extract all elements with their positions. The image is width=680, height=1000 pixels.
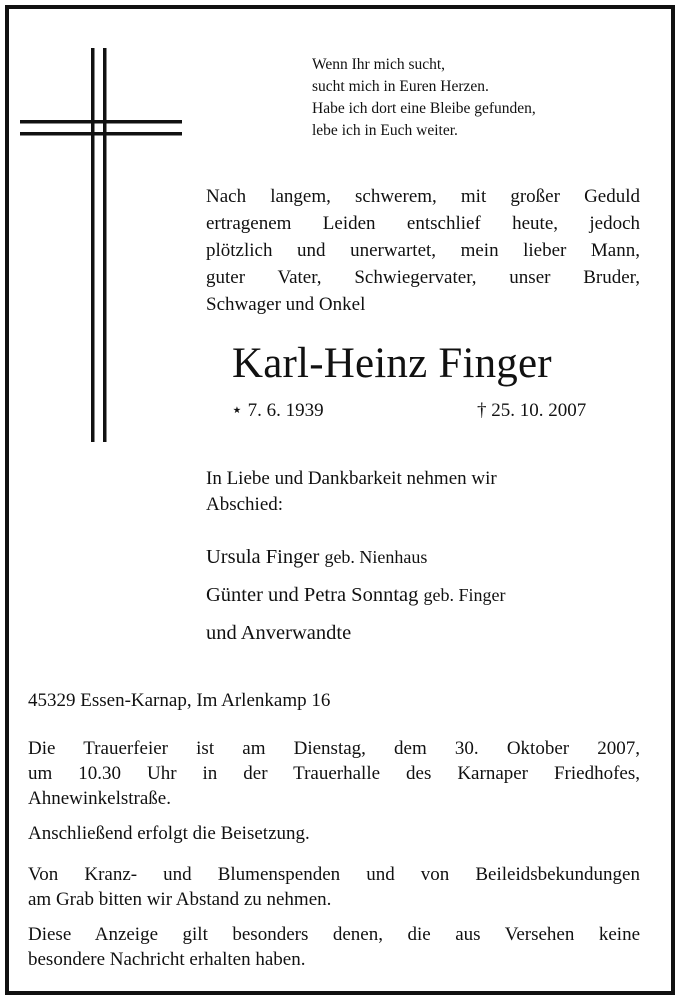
notice-info	[28, 922, 640, 972]
intro-line: Nach langem, schwerem, mit großer Geduld	[206, 186, 640, 207]
cross-icon	[20, 48, 182, 442]
notice-line: besondere Nachricht erhalten haben.	[28, 949, 306, 970]
intro-text	[206, 183, 640, 318]
funeral-line: Ahnewinkelstraße.	[28, 788, 171, 809]
poem-line: Wenn Ihr mich sucht,	[312, 56, 446, 73]
mourner-note: geb. Nienhaus	[324, 547, 428, 567]
funeral-info	[28, 736, 640, 811]
burial-info	[28, 821, 640, 846]
birth-date: ⋆ 7. 6. 1939	[231, 400, 324, 421]
flowers-info	[28, 862, 640, 912]
mourners-list	[206, 538, 505, 652]
mourner-name: Ursula Finger	[206, 546, 320, 568]
mourner	[206, 614, 505, 652]
farewell-line: In Liebe und Dankbarkeit nehmen wir	[206, 468, 497, 489]
farewell-text	[206, 466, 626, 518]
intro-line: plötzlich und unerwartet, mein lieber Mann,	[206, 240, 640, 261]
mourner	[206, 538, 505, 576]
funeral-line: um 10.30 Uhr in der Trauerhalle des Karnaper Friedhofes,	[28, 763, 640, 784]
mourner-name: Günter und Petra Sonntag	[206, 584, 419, 606]
deceased-name: Karl-Heinz Finger	[232, 340, 552, 387]
death-date: † 25. 10. 2007	[477, 400, 587, 421]
farewell-line: Abschied:	[206, 494, 284, 515]
mourner-note: geb. Finger	[423, 585, 506, 605]
poem-line: lebe ich in Euch weiter.	[312, 122, 458, 139]
flowers-line: Von Kranz- und Blumenspenden und von Beileidsbekundungen	[28, 864, 640, 885]
poem-line: sucht mich in Euren Herzen.	[312, 78, 489, 95]
burial-line: Anschließend erfolgt die Beisetzung.	[28, 823, 310, 844]
notice-line: Diese Anzeige gilt besonders denen, die aus Versehen keine	[28, 924, 640, 945]
intro-line: Schwager und Onkel	[206, 294, 366, 315]
flowers-line: am Grab bitten wir Abstand zu nehmen.	[28, 889, 332, 910]
intro-line: ertragenem Leiden entschlief heute, jedoch	[206, 213, 640, 234]
intro-line: guter Vater, Schwiegervater, unser Bruder,	[206, 267, 640, 288]
mourner-name: und Anverwandte	[206, 622, 352, 644]
mourner	[206, 576, 505, 614]
address: 45329 Essen-Karnap, Im Arlenkamp 16	[28, 690, 331, 711]
poem-line: Habe ich dort eine Bleibe gefunden,	[312, 100, 536, 117]
funeral-line: Die Trauerfeier ist am Dienstag, dem 30. Oktober 2007,	[28, 738, 640, 759]
poem	[312, 54, 652, 142]
